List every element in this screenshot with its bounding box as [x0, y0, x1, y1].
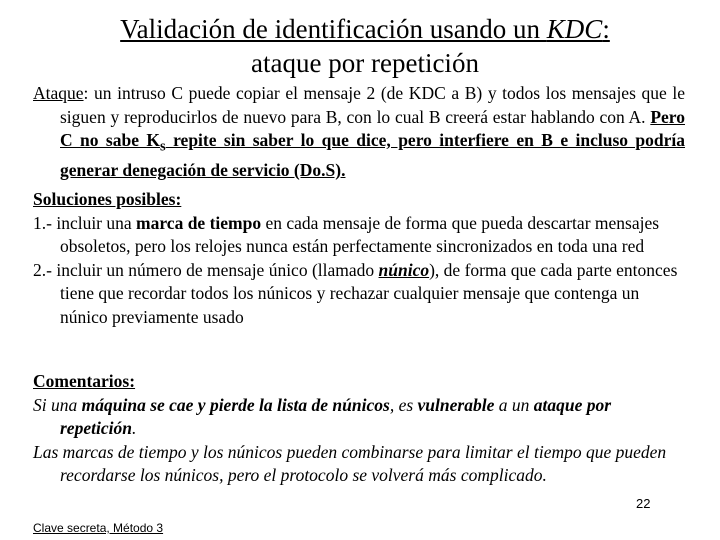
soluciones-section — [33, 188, 685, 329]
footer-link[interactable]: Clave secreta, Método 3 — [33, 521, 164, 535]
soluciones-heading: Soluciones posibles: — [33, 189, 182, 209]
slide-number: 22 — [636, 496, 651, 511]
title-kdc: KDC — [546, 14, 603, 44]
ataque-text: : un intruso C puede copiar el mensaje 2 (de KDC a B) y todos los mensajes que le siguen y reproducirlos de nuevo para B, con lo cual B creerá estar hablando con A. — [60, 83, 685, 127]
ataque-label: Ataque — [33, 83, 84, 103]
slide-title — [60, 12, 670, 80]
ataque-paragraph — [33, 82, 685, 183]
comentario-2: Las marcas de tiempo y los núnicos pueden combinarse para limitar el tiempo que pueden recordarse los núnicos, pero el protocolo se volverá más complicado. — [33, 441, 667, 485]
comentario-1: Si una máquina se cae y pierde la lista de núnicos, es vulnerable a un ataque por repetición. — [33, 394, 612, 438]
comentarios-heading: Comentarios: — [33, 371, 136, 391]
title-line-2: ataque por repetición — [251, 48, 479, 78]
comentarios-section — [33, 370, 685, 488]
soluciones-item-1: 1.- incluir una marca de tiempo en cada mensaje de forma que pueda descartar mensajes obsoletos, pero los relojes nunca están perfectamente sincronizados en toda una red — [33, 212, 660, 256]
soluciones-item-2: 2.- incluir un número de mensaje único (llamado núnico), de forma que cada parte entonces tiene que recordar todos los núnicos y rechazar cualquier mensaje que contenga un núnico previamente usado — [33, 259, 678, 327]
title-line-1: Validación de identificación usando un KDC: — [120, 14, 610, 44]
ataque-bold-text: Pero C no sabe $K_s$ repite sin saber lo que dice, pero interfiere en B e incluso podría generar denegación de servicio (Do.S). — [60, 106, 686, 180]
